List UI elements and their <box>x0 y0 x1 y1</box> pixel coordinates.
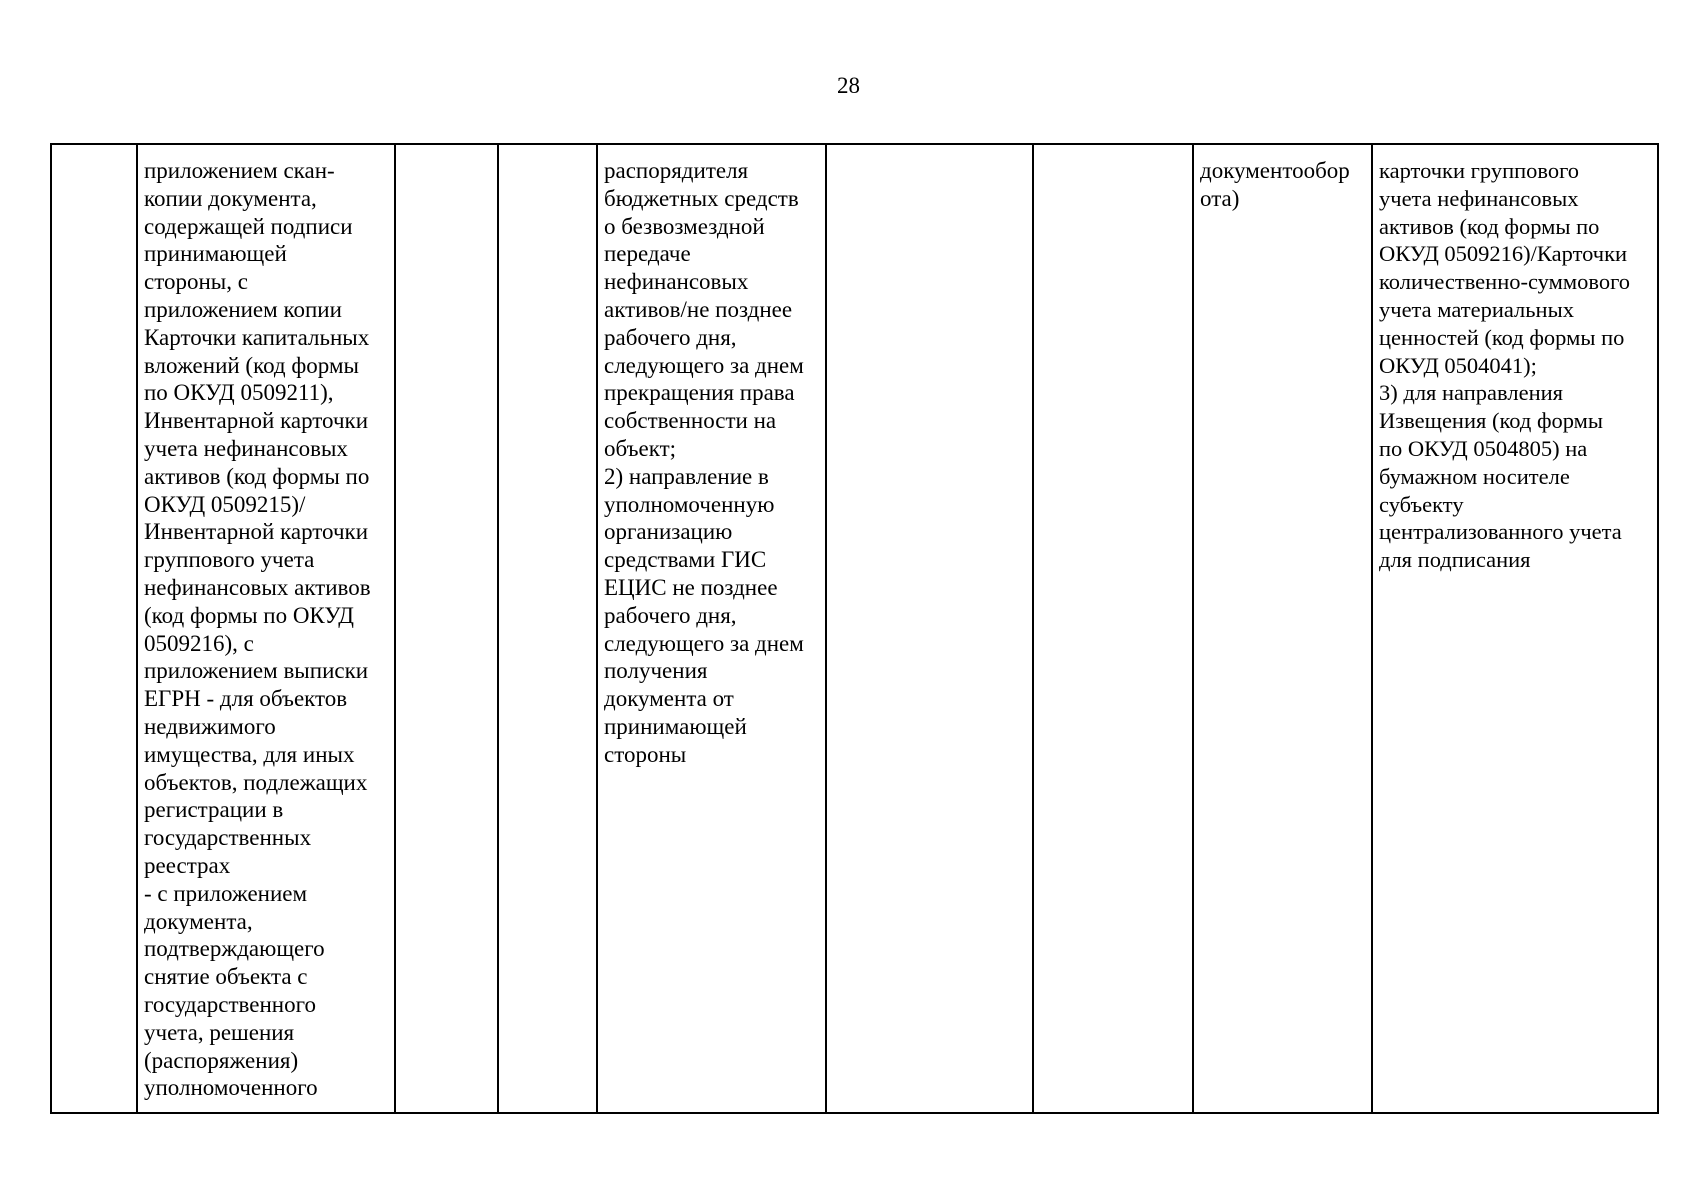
table-cell-2: приложением скан- копии документа, содержащей подписи принимающей стороны, с приложением копии Карточки капитальных вложений (код формы по ОКУД 0509211), Инвентарной карточки учета нефинансовых активов (код формы по ОКУД 0509215)/ Инвентарной карточки группового учета нефинансовых активов (код формы по ОКУД 0509216), с приложением выписки ЕГРН - для объектов недвижимого имущества, для иных объектов, подлежащих регистрации в государственных реестрах - с приложением документа, подтверждающего снятие объекта с государственного учета, решения (распоряжения) уполномоченного <box>137 144 395 1113</box>
table-cell-4 <box>498 144 597 1113</box>
table-cell-9: карточки группового учета нефинансовых активов (код формы по ОКУД 0509216)/Карточки количественно-суммового учета материальных ценностей (код формы по ОКУД 0504041); 3) для направления Извещения (код формы по ОКУД 0504805) на бумажном носителе субъекту централизованного учета для подписания <box>1372 144 1658 1113</box>
page-number: 28 <box>837 73 860 98</box>
table-cell-3 <box>395 144 498 1113</box>
document-table <box>50 143 1659 1114</box>
table-row <box>51 144 1658 1113</box>
table-cell-5: распорядителя бюджетных средств о безвозмездной передаче нефинансовых активов/не позднее рабочего дня, следующего за днем прекращения права собственности на объект; 2) направление в уполномоченную организацию средствами ГИС ЕЦИС не позднее рабочего дня, следующего за днем получения документа от принимающей стороны <box>597 144 826 1113</box>
table-cell-6 <box>826 144 1033 1113</box>
table-cell-1 <box>51 144 137 1113</box>
table-cell-7 <box>1033 144 1193 1113</box>
table-cell-8: документообор ота) <box>1193 144 1372 1113</box>
